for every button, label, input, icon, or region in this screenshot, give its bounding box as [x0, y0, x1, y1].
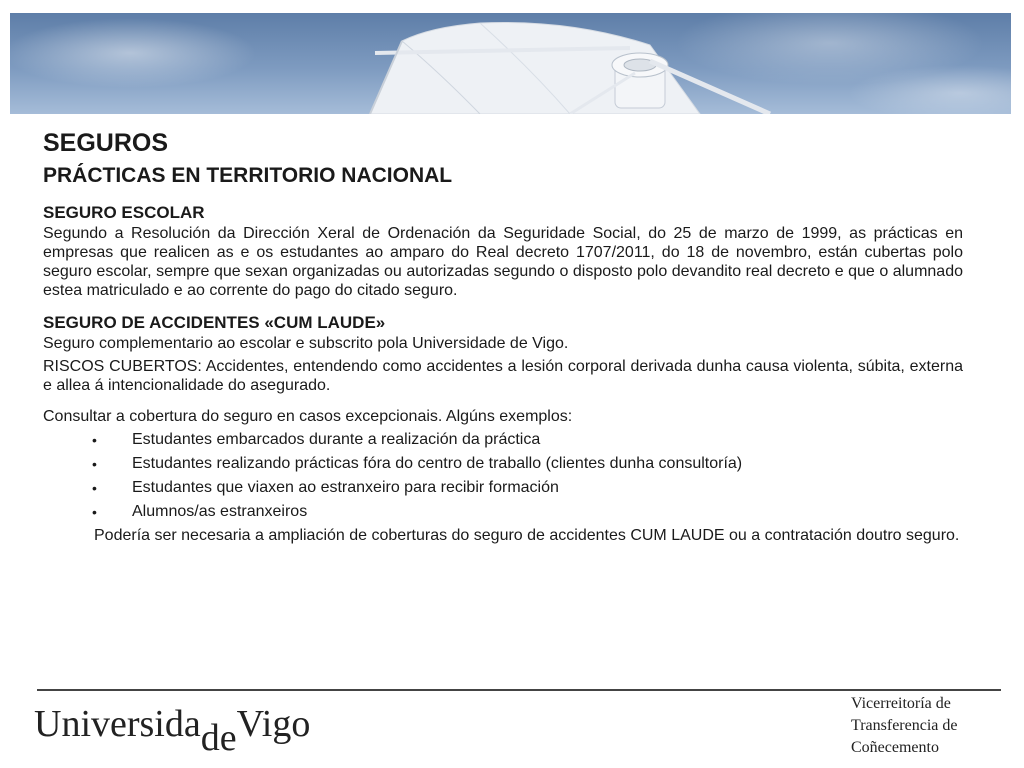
bullet-icon: •: [92, 504, 97, 520]
bullet-icon: •: [92, 480, 97, 496]
logo-text-de: de: [200, 717, 237, 759]
seguro-escolar-text: Segundo a Resolución da Dirección Xeral de Ordenación da Seguridade Social, do 25 de marzo de 1999, as prácticas en empresas que realicen as e os estudantes ao amparo do Real decreto 1707/2011, do 18 de novembro, están cubertas polo seguro escolar, sempre que sexan organizadas ou autorizadas segundo o disposto polo devandito real decreto e que o alumnado estea matriculado e ao corrente do pago do citado seguro.: [43, 225, 963, 299]
seguro-accidentes-heading: SEGURO DE ACCIDENTES «CUM LAUDE»: [43, 313, 386, 332]
slide-content: [43, 128, 963, 545]
exemplos-list: [43, 428, 963, 524]
logo-text-vigo: Vigo: [236, 703, 311, 745]
department-name: [851, 693, 1011, 759]
logo-text-universida: Universida: [34, 703, 201, 745]
list-item: • Estudantes embarcados durante a realización da práctica: [43, 428, 963, 452]
consultar-note: Podería ser necesaria a ampliación de coberturas do seguro de accidentes CUM LAUDE ou a contratación doutro seguro.: [94, 527, 960, 544]
list-item: • Estudantes realizando prácticas fóra do centro de traballo (clientes dunha consultoría): [43, 452, 963, 476]
seguro-accidentes-text1: Seguro complementario ao escolar e subscrito pola Universidade de Vigo.: [43, 335, 569, 352]
department-line-3: Coñecemento: [851, 739, 939, 756]
footer-divider: [37, 689, 1001, 691]
seguro-escolar-heading: SEGURO ESCOLAR: [43, 203, 205, 222]
consultar-intro: Consultar a cobertura do seguro en casos excepcionais. Algúns exemplos:: [43, 408, 573, 425]
list-item: • Estudantes que viaxen ao estranxeiro para recibir formación: [43, 476, 963, 500]
bullet-icon: •: [92, 432, 97, 448]
page-title: SEGUROS: [43, 129, 169, 157]
satellite-dish-graphic: [10, 13, 1011, 114]
list-item: • Alumnos/as estranxeiros: [43, 500, 963, 524]
department-line-2: Transferencia de: [851, 717, 958, 734]
department-line-1: Vicerreitoría de: [851, 695, 951, 712]
university-logo: [34, 700, 310, 760]
page-subtitle: PRÁCTICAS EN TERRITORIO NACIONAL: [43, 164, 453, 187]
seguro-accidentes-text2: RISCOS CUBERTOS: Accidentes, entendendo como accidentes a lesión corporal derivada dunha causa violenta, súbita, externa e allea á intencionalidade do asegurado.: [43, 358, 963, 394]
header-banner-image: [10, 13, 1011, 114]
bullet-icon: •: [92, 456, 97, 472]
